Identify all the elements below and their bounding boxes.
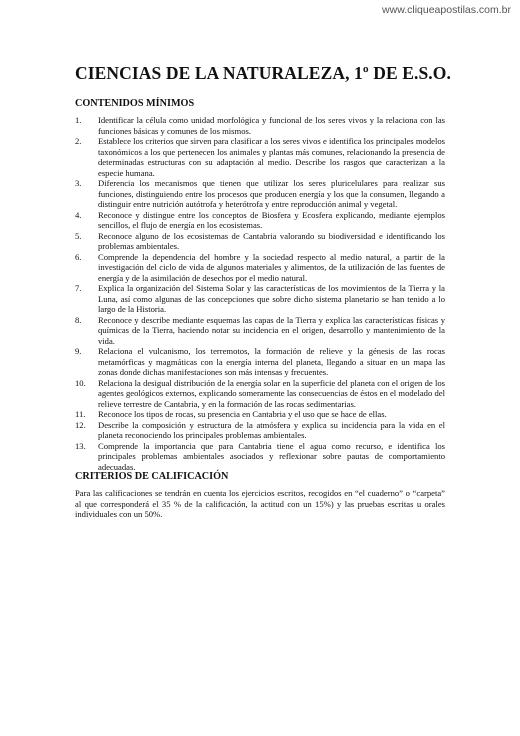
item-number: 10. bbox=[75, 377, 86, 388]
item-number: 11. bbox=[75, 409, 86, 419]
document-title: CIENCIAS DE LA NATURALEZA, 1º DE E.S.O. bbox=[75, 63, 451, 83]
item-text: Comprende la dependencia del hombre y la sociedad respecto al medio natural, a partir de la investigación del ciclo de vida de algunos materiales y alimentos, de la utilización de las fuentes de energía y de la asimilación de desechos por el medio natural. bbox=[98, 251, 445, 283]
list-item bbox=[75, 231, 445, 252]
list-item bbox=[75, 409, 445, 420]
item-text: Reconoce alguno de los ecosistemas de Cantabria valorando su biodiversidad e identificando los problemas ambientales. bbox=[98, 230, 445, 251]
item-number: 8. bbox=[75, 314, 82, 325]
list-item bbox=[75, 378, 445, 410]
item-text: Diferencia los mecanismos que tienen que utilizar los seres pluricelulares para realizar sus funciones, distinguiendo entre los procesos que producen energía y los que la consumen, llegando a distinguir entre nutrición autótrofa y heterótrofa y entre reproducción animal y vegetal. bbox=[98, 178, 445, 209]
item-number: 7. bbox=[75, 283, 82, 293]
item-text: Comprende la importancia que para Cantabria tiene el agua como recurso, e identifica los principales problemas ambientales asociados y reflexionar sobre pautas de comportamiento adecuadas. bbox=[98, 440, 445, 472]
list-item bbox=[75, 315, 445, 347]
item-number: 12. bbox=[75, 419, 86, 430]
item-text: Reconoce y describe mediante esquemas las capas de la Tierra y explica las características físicas y químicas de la Tierra, haciendo notar su incidencia en el origen, desarrollo y mantenimiento de la vida. bbox=[98, 314, 445, 346]
item-number: 13. bbox=[75, 440, 86, 451]
item-text: Establece los criterios que sirven para clasificar a los seres vivos e identifica los principales modelos taxonómicos a los que pertenecen los animales y plantas más comunes, relacionando la presencia de determinadas estructuras con su adaptación al medio. Describe los rasgos que caracterizan a la especie humana. bbox=[98, 136, 445, 178]
item-text: Relaciona el vulcanismo, los terremotos, la formación de relieve y la génesis de las rocas metamórficas y magmáticas con la energía interna del planeta, llegando a situar en un mapa las zonas donde dichas manifestaciones son más intensas y frecuentes. bbox=[98, 346, 445, 377]
list-item bbox=[75, 115, 445, 136]
item-text: Describe la composición y estructura de la atmósfera y explica su incidencia para la vida en el planeta reconociendo los principales problemas ambientales. bbox=[98, 419, 445, 440]
criteria-paragraph: Para las calificaciones se tendrán en cuenta los ejercicios escritos, recogidos en “el cuaderno” o “carpeta” al que corresponderá el 35 % de la calificación, la actitud con un 15%) y las pruebas escritas u orales individuales con un 50%. bbox=[75, 488, 445, 519]
item-number: 2. bbox=[75, 136, 82, 146]
list-item bbox=[75, 178, 445, 210]
list-item bbox=[75, 283, 445, 315]
source-url[interactable]: www.cliqueapostilas.com.br bbox=[382, 4, 511, 16]
item-number: 1. bbox=[75, 115, 82, 125]
item-text: Reconoce los tipos de rocas, su presencia en Cantabria y el uso que se hace de ellas. bbox=[98, 409, 387, 419]
item-number: 5. bbox=[75, 230, 82, 241]
item-text: Relaciona la desigual distribución de la energía solar en la superficie del planeta con el origen de los agentes geológicos externos, explicando someramente las consecuencias de éstos en el modelado del relieve terrestre de Cantabria, y en la formación de las rocas sedimentarias. bbox=[98, 377, 445, 409]
list-item bbox=[75, 420, 445, 441]
item-text: Identificar la célula como unidad morfológica y funcional de los seres vivos y la relaciona con las funciones básicas y comunes de los mismos. bbox=[98, 115, 445, 136]
contents-list bbox=[75, 115, 445, 472]
list-item bbox=[75, 346, 445, 378]
list-item bbox=[75, 252, 445, 284]
list-item bbox=[75, 210, 445, 231]
criteria-heading: CRITERIOS DE CALIFICACIÓN bbox=[75, 471, 229, 482]
item-number: 9. bbox=[75, 346, 82, 356]
item-number: 4. bbox=[75, 209, 82, 220]
list-item bbox=[75, 441, 445, 473]
item-text: Explica la organización del Sistema Solar y las características de los movimientos de la Tierra y la Luna, así como algunas de las concepciones que sobre dicho sistema planetario se han tenido a lo largo de la Historia. bbox=[98, 283, 445, 314]
list-item bbox=[75, 136, 445, 178]
item-number: 6. bbox=[75, 251, 82, 262]
item-text: Reconoce y distingue entre los conceptos de Biosfera y Ecosfera explicando, mediante ejemplos sencillos, el flujo de energía en los ecosistemas. bbox=[98, 209, 445, 230]
contents-heading: CONTENIDOS MÍNIMOS bbox=[75, 98, 195, 109]
item-number: 3. bbox=[75, 178, 82, 188]
